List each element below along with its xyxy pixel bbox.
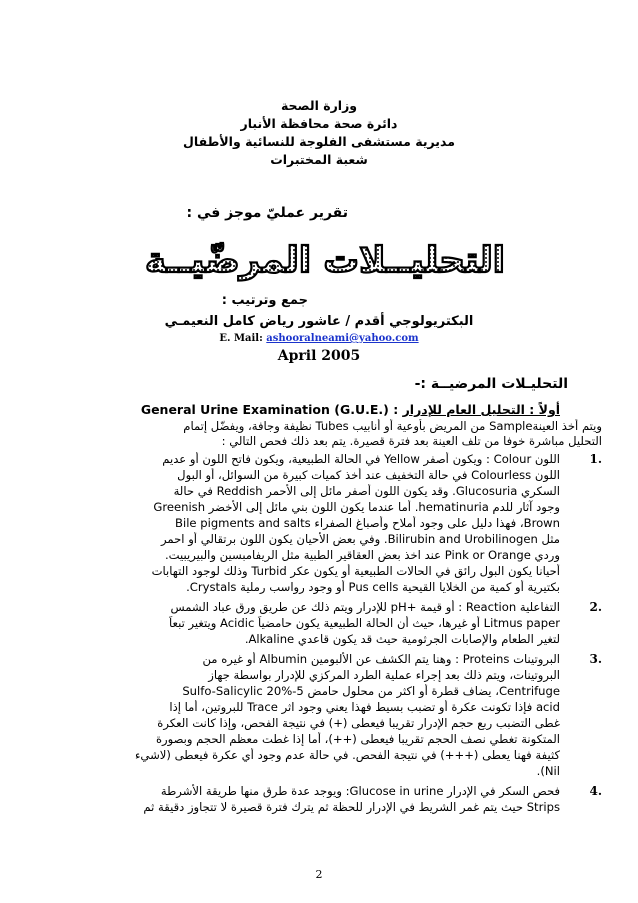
item-line: التفاعلية Reaction : أو قيمة +pH للإدرار ويتم ذلك عن طريق ورق عباد الشمس <box>170 600 560 614</box>
item-number: 3. <box>589 652 602 666</box>
item-line: لتغير الطعام والإصابات الجرثومية حيث قد يكون قاعدي Alkaline. <box>244 632 560 646</box>
item-line: غطى التضبب ربع حجم الإدرار تقريبا فيعطى (+) في نتيجة الفحص، وإذا كانت العكرة <box>157 716 560 730</box>
report-date: April 2005 <box>277 348 361 364</box>
item-line: السكري Glucosuria. وقد يكون اللون أصفر مائل إلى الأحمر Reddish في حالة <box>173 484 560 498</box>
item-number: 2. <box>589 600 602 614</box>
directorate-line: دائرة صحة محافظة الأنبار <box>240 116 398 131</box>
email-link[interactable]: ashooralneami@yahoo.com <box>266 333 419 344</box>
item-line: كثيفة فهنا يعطى (+++) في نتيجة الفحص. في حالة عدم وجود أي عكرة فيعطى (لاشيء <box>134 748 560 762</box>
section-title: التحليـلات المرضيــة :- <box>414 376 568 392</box>
item-line: بكتيرية أو كمية من الخلايا القيحية Pus cells أو وجود رواسب رملية Crystals. <box>186 580 560 594</box>
intro-heading-en: General Urine Examination (G.U.E.) : <box>140 402 399 417</box>
item-line: وردي Pink or Orange عند اخذ بعض العقاقير الطبية مثل الريفامبسين والبيريبيت. <box>164 548 560 562</box>
item-line: مثل Bilirubin and Urobilinogen. وفي بعض الأحيان يكون اللون برتقالي أو احمر <box>161 532 560 546</box>
item-line: Strips حيث يتم غمر الشريط في الإدرار للحظة ثم يترك فترة قصيرة لا تتجاوز دقيقة ثم <box>143 800 560 814</box>
item-line: وجود آثار للدم hematinuria. أما عندما يكون اللون بني مائل إلى الأخضر Greenish <box>153 500 560 514</box>
item-line: اللون Colourless في حالة التخفيف عند أخذ كميات كبيرة من السوائل، أو البول <box>177 468 560 482</box>
banner-title-text: التحليــلات المرضّيــة <box>145 240 505 281</box>
ministry-line: وزارة الصحة <box>280 98 358 113</box>
item-number: 4. <box>589 784 602 798</box>
item-line: Brown، فهذا دليل على وجود أملاح وأصباغ الصفراء Bile pigments and salts <box>175 516 560 530</box>
compiled-by-label: جمع وترتيب : <box>221 293 308 308</box>
email-label: E. Mail: <box>219 333 263 344</box>
item-line: المتكونة تغطي نصف الحجم تقريبا فيعطى (++)، أما إذا غطت معظم الحجم وبصورة <box>155 732 560 746</box>
item-line: Litmus paper أو غيرها، حيث أن الحالة الطبيعية يكون حامضياً Acidic ويتغير تبعاً <box>169 616 560 630</box>
department-line: شعبة المختبرات <box>270 152 368 167</box>
item-line: اللون Colour : ويكون أصفر Yellow في الحالة الطبيعية، ويكون فاتح اللون أو عديم <box>162 452 560 466</box>
intro-heading-ar: أولاً : التحليل العام للإدرار <box>402 402 560 417</box>
report-label: تقرير عمليّ موجز في : <box>186 205 348 221</box>
page-number: 2 <box>315 868 323 881</box>
item-line: acid فإذا تكونت عكرة أو تضبب بسيط فهذا يعني وجود اثر Trace للبروتين، أما إذا <box>169 700 560 714</box>
banner-title <box>140 224 510 284</box>
email-line <box>0 333 638 344</box>
author-name: البكتريولوجي أقدم / عاشور رياض كامل النعيمـي <box>164 314 474 329</box>
item-line: فحص السكر في الإدرار Glucose in urine: ويوجد عدة طرق منها طريقة الأشرطة <box>160 784 560 798</box>
intro-line-1: ويتم أخذ العينةSample من المريض بأوعية أو أنابيب Tubes نظيفة وجافة، ويفضّل إتمام <box>183 419 602 433</box>
item-line: البروتينات Proteins : وهنا يتم الكشف عن الألبومين Albumin أو غيره من <box>202 652 560 666</box>
item-line: البروتينات، ويتم ذلك بعد إجراء عملية الطرد المركزي للإدرار بواسطة جهاز <box>208 668 560 682</box>
item-number: 1. <box>589 452 602 466</box>
item-line: Nil). <box>536 764 560 778</box>
hospital-line: مديرية مستشفى الفلوجة للنسائية والأطفال <box>183 134 455 149</box>
item-line: أحيانا يكون البول رائق في الحالات الطبيعية أو يكون عكر Turbid وذلك لوجود التهابات <box>151 564 560 578</box>
intro-heading <box>40 402 560 417</box>
intro-line-2: التحليل مباشرة خوفا من تلف العينة بعد فترة قصيرة. يتم بعد ذلك فحص التالي : <box>221 434 602 448</box>
item-line: Centrifuge، يضاف قطرة أو اكثر من محلول حامض 5-Sulfo-Salicylic 20% <box>182 684 560 698</box>
